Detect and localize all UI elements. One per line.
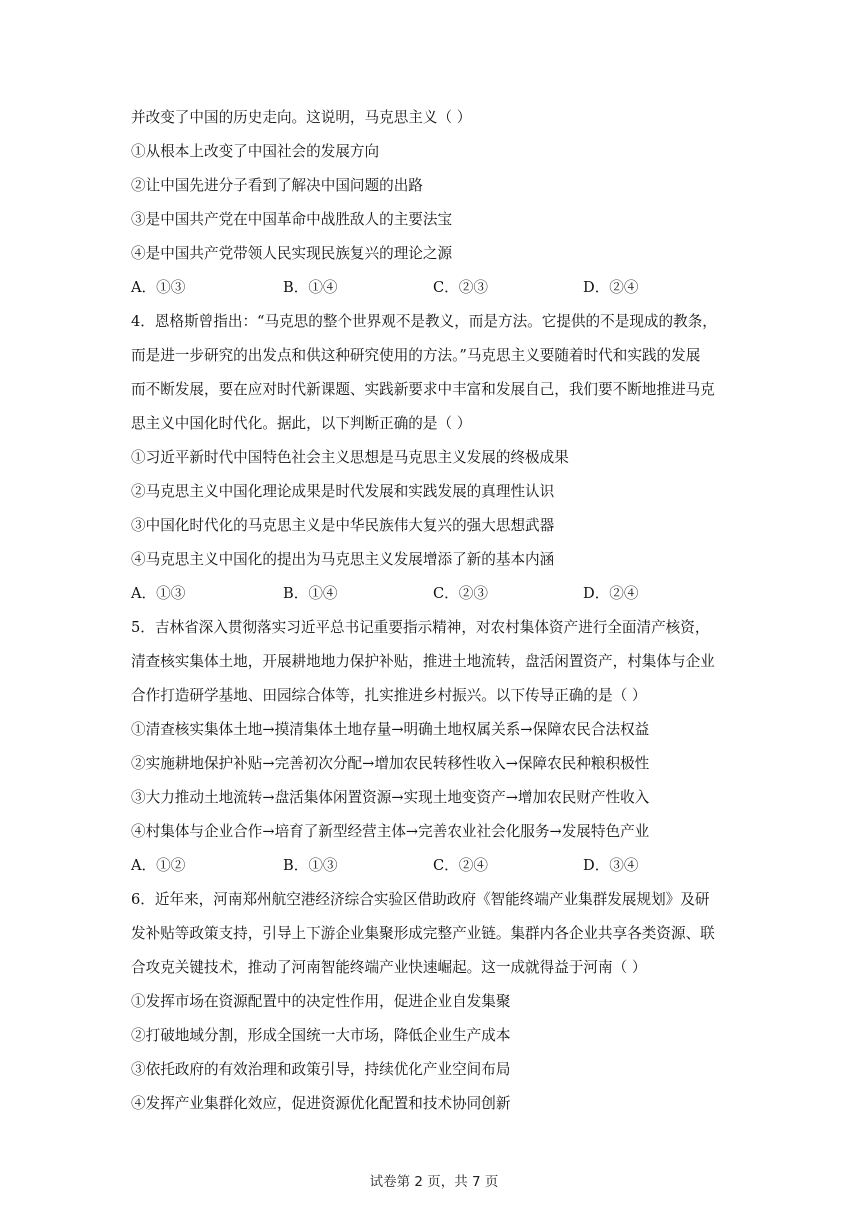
question-6-item-4: ④发挥产业集群化效应，促进资源优化配置和技术协同创新: [131, 1095, 511, 1112]
question-5-item-4: ④村集体与企业合作→培育了新型经营主体→完善农业社会化服务→发展特色产业: [131, 823, 650, 840]
question-5-item-2: ②实施耕地保护补贴→完善初次分配→增加农民转移性收入→保障农民种粮积极性: [131, 755, 650, 772]
page-footer: 试卷第 2 页，共 7 页: [369, 1174, 499, 1190]
question-4-option-a: A．①③: [131, 585, 186, 602]
question-3-stem: 并改变了中国的历史走向。这说明，马克思主义（ ）: [131, 109, 472, 126]
question-5-option-b: B．①③: [283, 857, 338, 874]
question-4-option-b: B．①④: [283, 585, 338, 602]
question-4-stem-line-2: 而是进一步研究的出发点和供这种研究使用的方法。”马克思主义要随着时代和实践的发展: [131, 347, 701, 364]
page-content: [131, 101, 751, 1121]
question-6-stem-line-1: 6．近年来，河南郑州航空港经济综合实验区借助政府《智能终端产业集群发展规划》及研: [131, 891, 710, 908]
question-4-option-c: C．②③: [433, 585, 488, 602]
question-4-item-2: ②马克思主义中国化理论成果是时代发展和实践发展的真理性认识: [131, 483, 555, 500]
question-6-stem-line-3: 合攻克关键技术，推动了河南智能终端产业快速崛起。这一成就得益于河南（ ）: [131, 959, 647, 976]
question-4-item-3: ③中国化时代化的马克思主义是中华民族伟大复兴的强大思想武器: [131, 517, 555, 534]
question-6-item-2: ②打破地域分割，形成全国统一大市场，降低企业生产成本: [131, 1027, 511, 1044]
question-4-stem-line-3: 而不断发展，要在应对时代新课题、实践新要求中丰富和发展自己，我们要不断地推进马克: [131, 381, 715, 398]
question-3-item-2: ②让中国先进分子看到了解决中国问题的出路: [131, 177, 423, 194]
question-4-item-4: ④马克思主义中国化的提出为马克思主义发展增添了新的基本内涵: [131, 551, 555, 568]
question-5: [131, 611, 751, 883]
question-3-option-a: A．①③: [131, 279, 186, 296]
question-3-item-1: ①从根本上改变了中国社会的发展方向: [131, 143, 380, 160]
question-3: [131, 101, 751, 305]
question-5-item-3: ③大力推动土地流转→盘活集体闲置资源→实现土地变资产→增加农民财产性收入: [131, 789, 650, 806]
question-3-item-3: ③是中国共产党在中国革命中战胜敌人的主要法宝: [131, 211, 453, 228]
question-4-option-d: D．②④: [583, 585, 639, 602]
question-5-stem-line-3: 合作打造研学基地、田园综合体等，扎实推进乡村振兴。以下传导正确的是（ ）: [131, 687, 647, 704]
question-5-options: [131, 849, 751, 883]
question-4-item-1: ①习近平新时代中国特色社会主义思想是马克思主义发展的终极成果: [131, 449, 569, 466]
question-5-option-a: A．①②: [131, 857, 186, 874]
question-3-option-d: D．②④: [583, 279, 639, 296]
question-6-item-3: ③依托政府的有效治理和政策引导，持续优化产业空间布局: [131, 1061, 511, 1078]
question-5-option-c: C．②④: [433, 857, 488, 874]
question-4-options: [131, 577, 751, 611]
question-6: [131, 883, 751, 1121]
question-5-stem-line-2: 清查核实集体土地，开展耕地地力保护补贴，推进土地流转，盘活闲置资产，村集体与企业: [131, 653, 715, 670]
question-5-option-d: D．③④: [583, 857, 639, 874]
question-3-item-4: ④是中国共产党带领人民实现民族复兴的理论之源: [131, 245, 453, 262]
question-3-option-c: C．②③: [433, 279, 488, 296]
question-4-stem-line-1: 4．恩格斯曾指出：“马克思的整个世界观不是教义，而是方法。它提供的不是现成的教条，: [131, 313, 717, 330]
question-6-item-1: ①发挥市场在资源配置中的决定性作用，促进企业自发集聚: [131, 993, 511, 1010]
question-4: [131, 305, 751, 611]
question-5-item-1: ①清查核实集体土地→摸清集体土地存量→明确土地权属关系→保障农民合法权益: [131, 721, 650, 738]
question-4-stem-line-4: 思主义中国化时代化。据此，以下判断正确的是（ ）: [131, 415, 472, 432]
question-6-stem-line-2: 发补贴等政策支持，引导上下游企业集聚形成完整产业链。集群内各企业共享各类资源、联: [131, 925, 715, 942]
question-3-options: [131, 271, 751, 305]
question-5-stem-line-1: 5．吉林省深入贯彻落实习近平总书记重要指示精神，对农村集体资产进行全面清产核资，: [131, 619, 710, 636]
question-3-option-b: B．①④: [283, 279, 338, 296]
